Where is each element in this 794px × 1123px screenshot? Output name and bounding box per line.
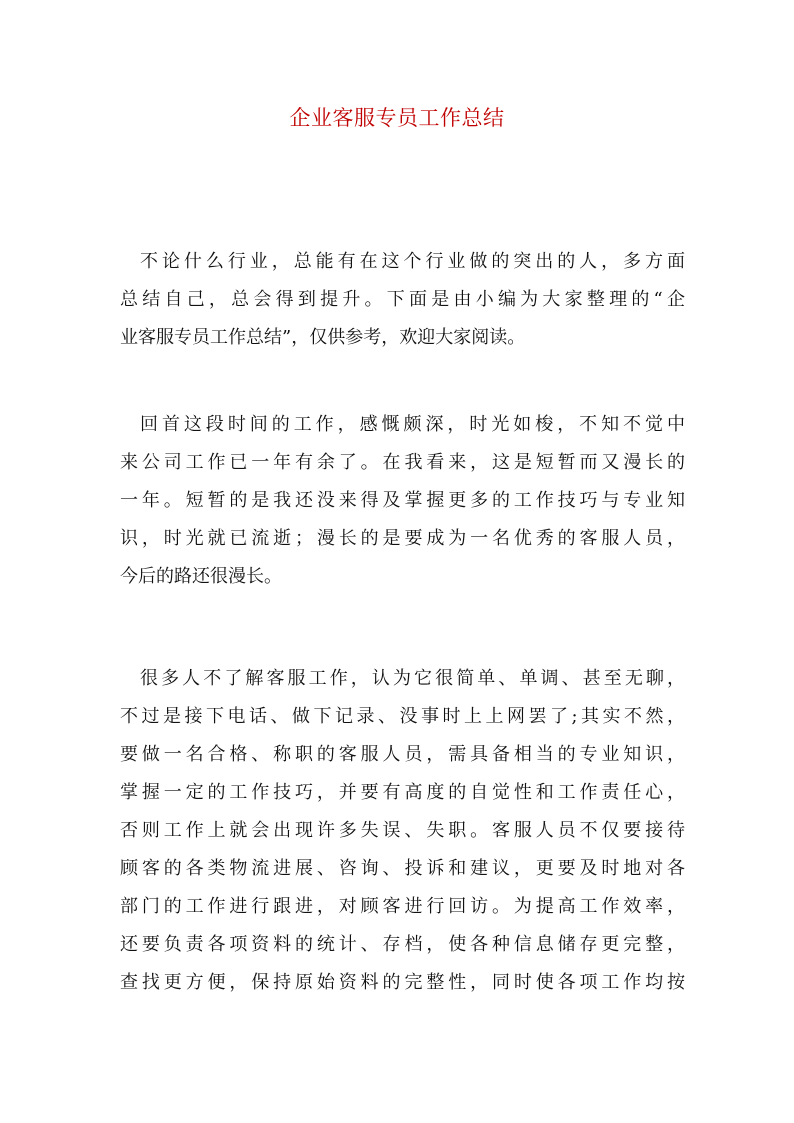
paragraph-line: 回首这段时间的工作，感慨颇深，时光如梭，不知不觉中 [140,414,685,435]
paragraph-1 [120,243,685,357]
paragraph-line: 顾客的各类物流进展、咨询、投诉和建议，更要及时地对各 [120,858,685,879]
paragraph-2 [120,406,685,596]
paragraph-line: 否则工作上就会出现许多失误、失职。客服人员不仅要接待 [120,820,685,841]
paragraph-line: 识，时光就已流逝；漫长的是要成为一名优秀的客服人员， [120,528,685,549]
paragraph-line: 总结自己，总会得到提升。下面是由小编为大家整理的“企 [120,289,685,310]
paragraph-line: 还要负责各项资料的统计、存档，使各种信息储存更完整， [120,934,685,955]
paragraph-line: 掌握一定的工作技巧，并要有高度的自觉性和工作责任心， [120,782,685,803]
paragraph-line: 查找更方便，保持原始资料的完整性，同时使各项工作均按 [120,972,685,993]
paragraph-line: 不论什么行业，总能有在这个行业做的突出的人，多方面 [140,251,685,272]
paragraph-line: 很多人不了解客服工作，认为它很简单、单调、甚至无聊， [140,668,685,689]
paragraph-line: 部门的工作进行跟进，对顾客进行回访。为提高工作效率， [120,896,685,917]
paragraph-line: 来公司工作已一年有余了。在我看来，这是短暂而又漫长的 [120,452,685,473]
paragraph-line: 不过是接下电话、做下记录、没事时上上网罢了;其实不然， [120,706,685,727]
paragraph-line: 一年。短暂的是我还没来得及掌握更多的工作技巧与专业知 [120,490,685,511]
paragraph-line: 业客服专员工作总结”，仅供参考，欢迎大家阅读。 [120,327,526,348]
document-title: 企业客服专员工作总结 [289,106,505,130]
paragraph-line: 今后的路还很漫长。 [120,566,282,587]
paragraph-line: 要做一名合格、称职的客服人员，需具备相当的专业知识， [120,744,685,765]
paragraph-3 [120,660,685,1002]
